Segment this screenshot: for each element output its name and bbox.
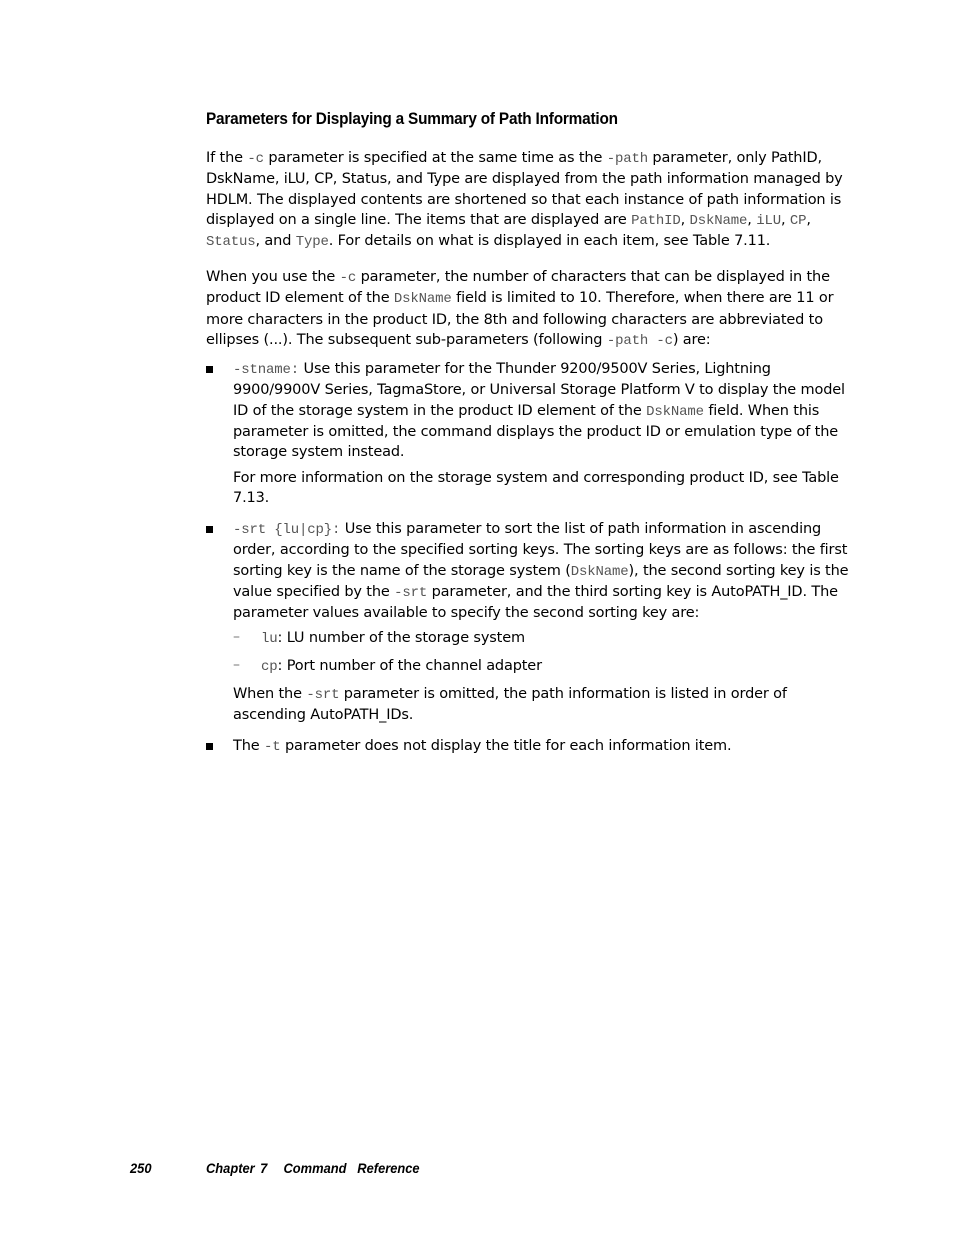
text: parameter does not display the title for each information item. (280, 738, 732, 754)
text: , (747, 211, 757, 228)
section-heading: Parameters for Displaying a Summary of Path Information (206, 110, 618, 128)
text: ) are: (672, 331, 711, 348)
code: lu (261, 631, 278, 647)
dash-icon: – (233, 657, 240, 673)
sub-item-lu (261, 628, 525, 649)
code: -stname: (233, 362, 300, 378)
text: If the (206, 150, 248, 166)
text: When the (233, 686, 307, 702)
text: , (780, 211, 790, 228)
text: , (680, 211, 690, 228)
text: . For details on what is displayed in each item, see Table 7.11. (328, 233, 771, 250)
bullet-text (233, 519, 858, 623)
code: -path -c (606, 332, 673, 349)
chapter-title: Chapter 7 Command Reference (206, 1160, 420, 1176)
bullet-extra-text: For more information on the storage system and corresponding product ID, see Table 7.13. (233, 470, 839, 507)
text: field. When this parameter is omitted, the command displays the product ID or emulation type of the storage system instead. (233, 402, 839, 461)
code: -srt (306, 687, 340, 703)
paragraph-character-limit (206, 267, 858, 351)
text: : LU number of the storage system (277, 630, 525, 646)
paragraph-c-parameter (206, 148, 858, 252)
code: cp (261, 659, 278, 675)
code: -t (263, 739, 281, 755)
code: -c (339, 270, 357, 286)
code: DskName (689, 212, 748, 229)
code: -c (247, 151, 264, 167)
text: When you use the (206, 269, 340, 285)
text: field is limited to 10. Therefore, when there are 11 or more characters in the product ID, the 8th and following characters are abbreviated to ellipses (...). The subsequent sub-parameters (following (206, 290, 834, 348)
text: The (233, 738, 264, 754)
code: Type (295, 234, 329, 251)
bullet-square-icon (206, 366, 213, 373)
text: Use this parameter for the Thunder 9200/9500V Series, Lightning 9900/9900V Series, TagmaStore, or Universal Storage Platform V to display the model ID of the storage system in the product ID element of the (233, 361, 845, 419)
dash-icon: – (233, 629, 240, 645)
code: CP (789, 212, 807, 229)
text: parameter, only PathID, DskName, iLU, CP, Status, and Type are displayed from the path information managed by HDLM. The displayed contents are shortened so that each instance of path information is displayed on a single line. The items that are displayed are (206, 150, 843, 228)
code: iLU (756, 212, 781, 229)
bullet-text (233, 359, 858, 462)
code: DskName (570, 563, 629, 580)
code: -path (606, 151, 648, 167)
text: parameter is specified at the same time as the (263, 150, 607, 166)
text: ), the second sorting key is the value specified by the (233, 562, 849, 600)
code: DskName (393, 291, 452, 308)
text: parameter, and the third sorting key is AutoPATH_ID. The parameter values available to specify the second sorting key are: (233, 583, 838, 622)
text: Use this parameter to sort the list of path information in ascending order, according to the specified sorting keys. The sorting keys are as follows: the first sorting key is the name of the storage system ( (233, 521, 848, 579)
bullet-after-text (233, 684, 858, 726)
code: -srt (394, 584, 428, 601)
code: -srt {lu|cp}: (233, 522, 341, 538)
bullet-square-icon (206, 743, 213, 750)
sub-item-cp (261, 656, 542, 677)
page-number: 250 (130, 1160, 152, 1176)
text: , and (255, 233, 296, 250)
bullet-square-icon (206, 526, 213, 533)
code: Status (206, 234, 256, 251)
text: , (806, 211, 811, 228)
code: DskName (646, 403, 704, 420)
text: parameter is omitted, the path information is listed in order of ascending AutoPATH_IDs. (233, 686, 787, 724)
bullet-text (233, 736, 858, 757)
code: PathID (631, 212, 681, 229)
text: parameter, the number of characters that can be displayed in the product ID element of the (206, 269, 830, 307)
text: : Port number of the channel adapter (277, 658, 542, 674)
